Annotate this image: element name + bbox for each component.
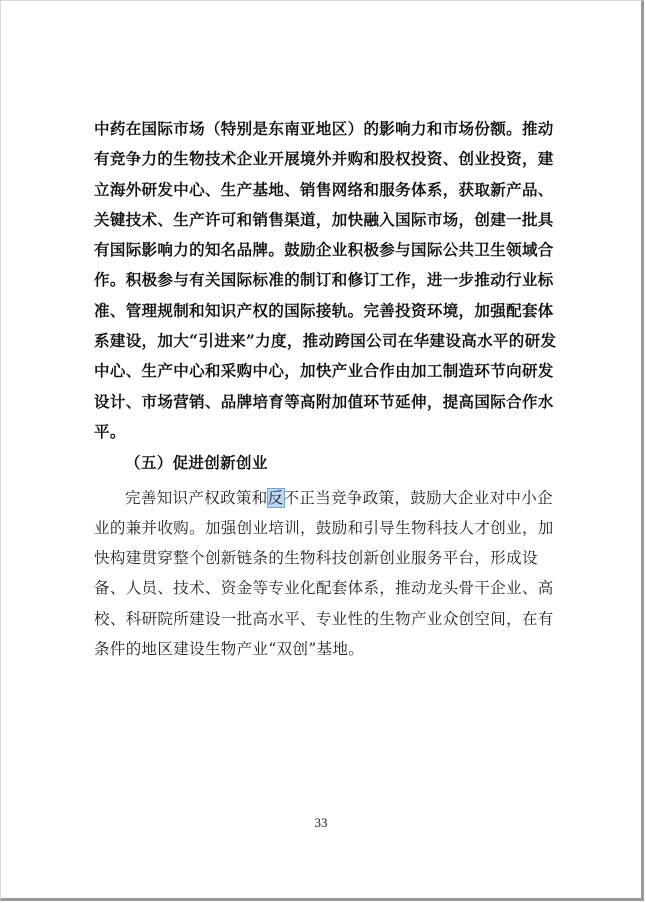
text-line: 业的兼并收购。加强创业培训，鼓励和引导生物科技人才创业，加 <box>94 518 554 537</box>
text-line: 平。 <box>94 421 126 441</box>
text-line: 快构建贯穿整个创新链条的生物科技创新创业服务平台，形成设 <box>94 549 538 568</box>
text-line: 系建设，加大“引进来”力度，推动跨国公司在华建设高水平的研发 <box>94 331 557 351</box>
text-line: 中药在国际市场（特别是东南亚地区）的影响力和市场份额。推动 <box>94 119 554 138</box>
text-line: 关键技术、生产许可和销售渠道，加快融入国际市场，创建一批具 <box>94 209 554 229</box>
text-line: 有国际影响力的知名品牌。鼓励企业积极参与国际公共卫生领域合 <box>94 240 554 260</box>
paragraph-international-cooperation <box>94 114 556 447</box>
section-title: 促进创新创业 <box>172 453 268 473</box>
selected-text[interactable]: 反 <box>267 488 284 507</box>
text-line: 中心、生产中心和采购中心，加快产业合作由加工制造环节向研发 <box>94 361 554 381</box>
text-line-first <box>94 483 556 513</box>
paragraph-innovation-entrepreneurship <box>94 483 556 665</box>
text-line: 设计、市场营销、品牌培育等高附加值环节延伸，提高国际合作水 <box>94 391 554 411</box>
text-line: 备、人员、技术、资金等专业化配套体系，推动龙头骨干企业、高 <box>94 579 554 598</box>
text-line: 有竞争力的生物技术企业开展境外并购和股权投资、创业投资，建 <box>94 149 554 169</box>
text-after-selection: 不正当竞争政策，鼓励大企业对中小企 <box>283 488 553 507</box>
page-number: 33 <box>314 815 328 830</box>
text-before-selection: 完善知识产权政策和 <box>125 488 268 507</box>
text-line: 作。积极参与有关国际标准的制订和修订工作，进一步推动行业标 <box>94 270 554 290</box>
text-line: 条件的地区建设生物产业“双创”基地。 <box>94 640 365 659</box>
text-line: 准、管理规制和知识产权的国际接轨。完善投资环境，加强配套体 <box>94 300 554 320</box>
section-heading <box>94 448 556 478</box>
section-number: （五） <box>125 453 173 473</box>
text-line: 立海外研发中心、生产基地、销售网络和服务体系，获取新产品、 <box>94 179 554 199</box>
page-content <box>94 114 556 664</box>
text-line: 校、科研院所建设一批高水平、专业性的生物产业众创空间，在有 <box>94 609 554 628</box>
